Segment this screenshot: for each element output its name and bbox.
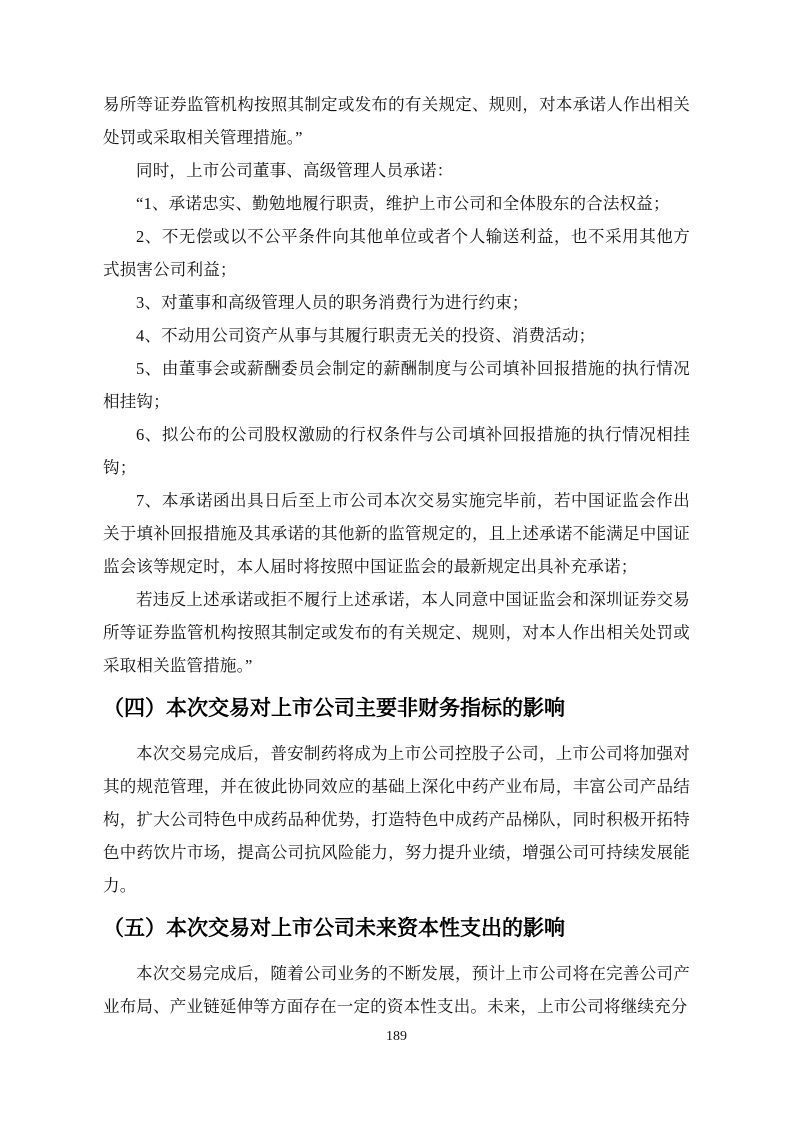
paragraph-item-2: 2、不无偿或以不公平条件向其他单位或者个人输送利益，也不采用其他方式损害公司利益；	[103, 227, 690, 279]
paragraph-item-6: 6、拟公布的公司股权激励的行权条件与公司填补回报措施的执行情况相挂钩；	[103, 425, 690, 477]
section-heading-5: （五）本次交易对上市公司未来资本性支出的影响	[103, 917, 565, 940]
paragraph-item-4: 4、不动用公司资产从事与其履行职责无关的投资、消费活动；	[136, 326, 596, 345]
paragraph-intro-commitment: 同时，上市公司董事、高级管理人员承诺：	[136, 161, 454, 180]
paragraph-section-5-body: 本次交易完成后，随着公司业务的不断发展，预计上市公司将在完善公司产业布局、产业链延伸等方面存在一定的资本性支出。未来，上市公司将继续充分	[103, 964, 690, 1016]
paragraph-item-3: 3、对董事和高级管理人员的职务消费行为进行约束；	[136, 293, 529, 312]
paragraph-item-5: 5、由董事会或薪酬委员会制定的薪酬制度与公司填补回报措施的执行情况相挂钩；	[103, 359, 690, 411]
paragraph-item-7: 7、本承诺函出具日后至上市公司本次交易实施完毕前，若中国证监会作出关于填补回报措施及其承诺的其他新的监管规定的，且上述承诺不能满足中国证监会该等规定时，本人届时将按照中国证监会的最新规定出具补充承诺；	[103, 491, 690, 576]
page-number: 189	[386, 1029, 407, 1044]
paragraph-item-1: “1、承诺忠实、勤勉地履行职责，维护上市公司和全体股东的合法权益；	[136, 194, 670, 213]
page-content	[103, 88, 690, 1023]
paragraph-violation-clause: 若违反上述承诺或拒不履行上述承诺，本人同意中国证监会和深圳证券交易所等证券监管机构按照其制定或发布的有关规定、规则，对本人作出相关处罚或采取相关监管措施。”	[103, 590, 690, 675]
paragraph-continuation: 易所等证券监管机构按照其制定或发布的有关规定、规则，对本承诺人作出相关处罚或采取相关管理措施。”	[103, 95, 690, 147]
paragraph-section-4-body: 本次交易完成后，普安制药将成为上市公司控股子公司，上市公司将加强对其的规范管理，并在彼此协同效应的基础上深化中药产业布局，丰富公司产品结构，扩大公司特色中成药品种优势，打造特色中成药产品梯队，同时积极开拓特色中药饮片市场，提高公司抗风险能力，努力提升业绩，增强公司可持续发展能力。	[103, 744, 690, 895]
section-heading-4: （四）本次交易对上市公司主要非财务指标的影响	[103, 697, 565, 720]
